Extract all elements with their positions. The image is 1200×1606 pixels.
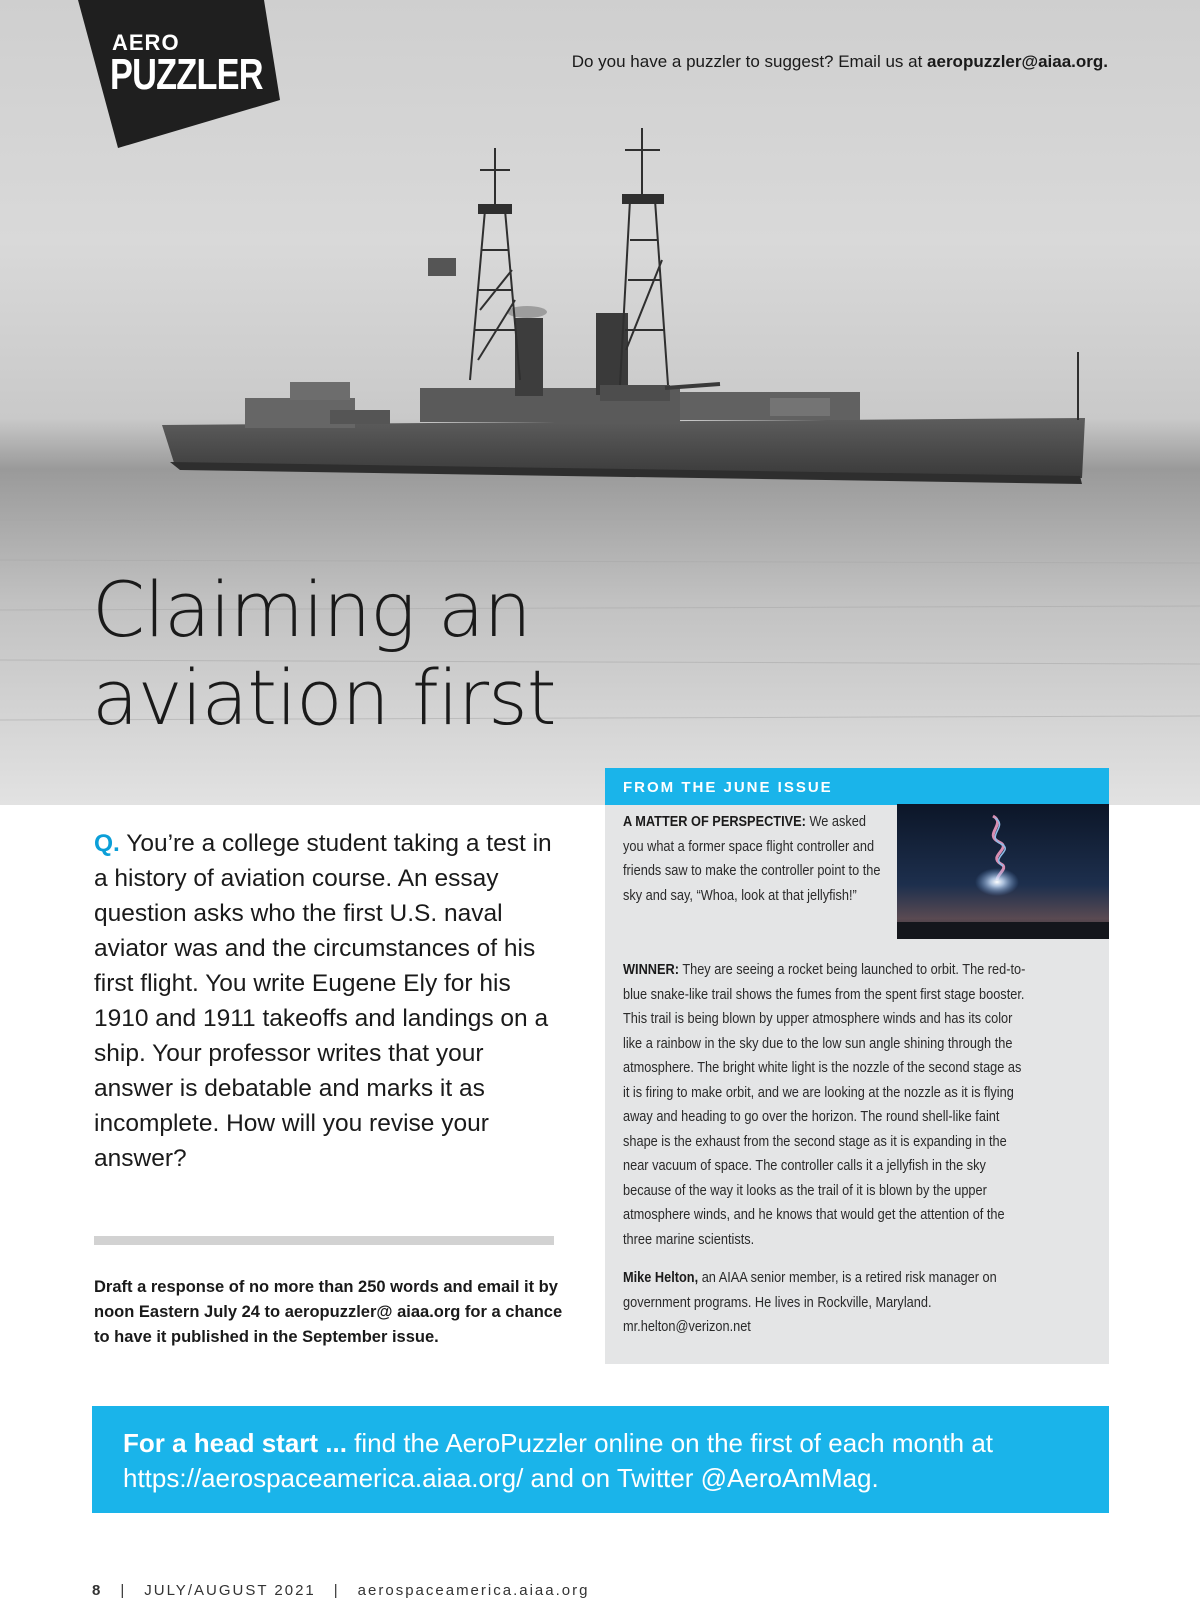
logo-aero-text: AERO bbox=[112, 30, 180, 55]
head-start-body: find the AeroPuzzler online on the first of each month at https://aerospaceamerica.aiaa.org/ and on Twitter @AeroAmMag. bbox=[123, 1428, 994, 1493]
draft-instructions: Draft a response of no more than 250 words and email it by noon Eastern July 24 to aeropuzzler@ aiaa.org for a chance to have it published in the September issue. bbox=[94, 1278, 563, 1346]
perspective-label: A MATTER OF PERSPECTIVE: bbox=[623, 814, 806, 830]
puzzler-question bbox=[94, 826, 564, 1176]
footer-separator: | bbox=[120, 1582, 127, 1599]
head-start-bold: For a head start ... bbox=[123, 1428, 347, 1458]
page-title: Claiming an aviation first bbox=[92, 565, 556, 742]
winner-label: WINNER: bbox=[623, 962, 680, 978]
author-paragraph bbox=[623, 1266, 1028, 1340]
suggest-text: Do you have a puzzler to suggest? Email us at bbox=[571, 52, 928, 71]
logo-puzzler-text: PUZZLER bbox=[110, 50, 263, 99]
june-issue-panel bbox=[605, 768, 1109, 1364]
author-email-link[interactable]: mr.helton@verizon.net bbox=[623, 1319, 751, 1335]
suggest-line bbox=[572, 52, 1108, 72]
aeropuzzler-logo bbox=[74, 0, 284, 150]
winner-paragraph bbox=[623, 958, 1028, 1252]
june-issue-title: FROM THE JUNE ISSUE bbox=[623, 779, 833, 796]
perspective-paragraph bbox=[623, 810, 887, 908]
page-footer bbox=[92, 1582, 589, 1599]
perspective-text: We asked you what a former space flight controller and friends saw to make the controller point to the sky and say, “Whoa, look at that jellyfish!” bbox=[623, 814, 881, 904]
winner-text: They are seeing a rocket being launched to orbit. The red-to-blue snake-like trail shows the fumes from the spent first stage booster. This trail is being blown by upper atmosphere winds and has its color like a rainbow in the sky due to the low sun angle shining through the atmosphere. The bright white light is the nozzle of the second stage as it is firing to make orbit, and we are looking at the nozzle as it is flying away and heading to go over the horizon. The round shell-like faint shape is the exhaust from the second stage as it is expanding in the near vacuum of space. The controller calls it a jellyfish in the sky because of the way it looks as the trail of it is blown by the upper atmosphere winds, and he knows that would get the attention of the three marine scientists. bbox=[623, 962, 1026, 1248]
site-url[interactable]: aerospaceamerica.aiaa.org bbox=[357, 1582, 590, 1599]
head-start-text bbox=[123, 1426, 1083, 1496]
question-marker: Q. bbox=[94, 830, 120, 857]
author-name: Mike Helton, bbox=[623, 1270, 699, 1286]
author-bio: an AIAA senior member, is a retired risk manager on government programs. He lives in Rockville, Maryland. bbox=[623, 1270, 997, 1311]
footer-separator: | bbox=[333, 1582, 340, 1599]
june-issue-header bbox=[605, 768, 1109, 805]
suggest-email-link[interactable]: aeropuzzler@aiaa.org. bbox=[927, 52, 1108, 71]
section-divider bbox=[94, 1236, 554, 1245]
page-number: 8 bbox=[92, 1582, 103, 1599]
issue-date: JULY/AUGUST 2021 bbox=[144, 1582, 316, 1599]
rocket-launch-photo bbox=[897, 804, 1109, 939]
head-start-banner bbox=[92, 1406, 1109, 1513]
question-text: You’re a college student taking a test in a history of aviation course. An essay question asks who the first U.S. naval aviator was and the circumstances of his first flight. You write Eugene Ely for his 1910 and 1911 takeoffs and landings on a ship. Your professor writes that your answer is debatable and marks it as incomplete. How will you revise your answer? bbox=[94, 830, 552, 1172]
